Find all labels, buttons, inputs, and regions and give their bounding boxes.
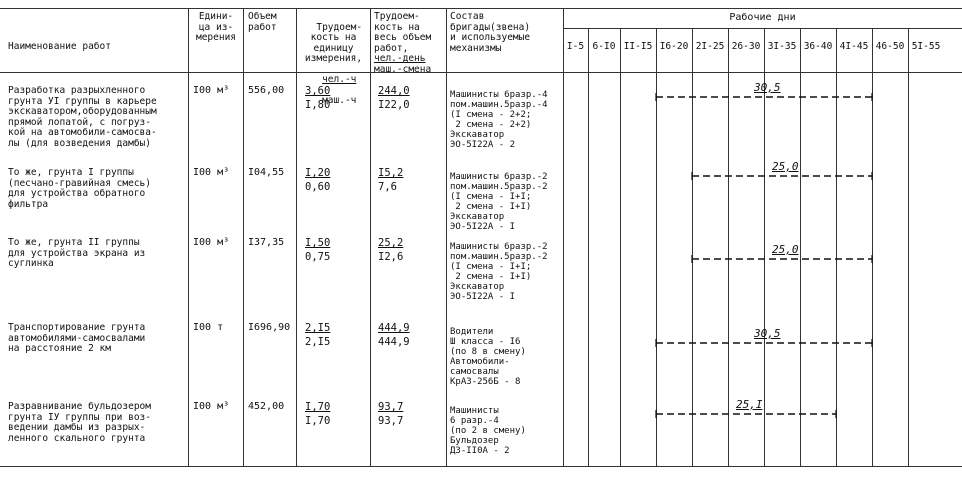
header-unit: Едини- ца из- мерения bbox=[195, 11, 237, 43]
row-name: Транспортирование грунта автомобилями-самосвалами на расстояние 2 км bbox=[8, 322, 146, 354]
row-name: То же, грунта I группы (песчано-гравийная смесь) для устройства обратного фильтра bbox=[8, 167, 151, 210]
row-name: Разравнивание бульдозером грунта IУ группы при воз- ведении дамбы из разрых- ленного скального грунта bbox=[8, 401, 151, 444]
header-crew: Состав бригады(звена) и используемые механизмы bbox=[450, 11, 531, 54]
row-unit: I00 м³ bbox=[193, 167, 230, 178]
day-label: 46-50 bbox=[875, 41, 905, 52]
day-label: 4I-45 bbox=[839, 41, 869, 52]
header-labor-unit-text: Трудоем- кость на единицу измерения, bbox=[304, 21, 363, 64]
row-volume: I37,35 bbox=[248, 237, 285, 248]
gantt-bar-label: 25,0 bbox=[772, 243, 799, 256]
row-labor-total-top: 93,7 bbox=[378, 401, 404, 413]
row-labor-unit-bottom: I,70 bbox=[305, 415, 331, 427]
header-labor-total-u1: чел.-день bbox=[374, 53, 426, 64]
row-labor-total-top: 25,2 bbox=[378, 237, 404, 249]
gantt-bar-label: 25,0 bbox=[772, 160, 799, 173]
day-label: I-5 bbox=[566, 41, 585, 52]
row-labor-unit-top: I,50 bbox=[305, 237, 331, 249]
row-labor-unit-top: 2,I5 bbox=[305, 322, 331, 334]
header-labor-unit-u1: чел.-ч bbox=[322, 74, 357, 85]
gantt-bar-label: 30,5 bbox=[754, 81, 781, 94]
row-labor-total-bottom: 7,6 bbox=[378, 181, 397, 193]
row-labor-total-top: 244,0 bbox=[378, 85, 410, 97]
row-labor-total-top: 444,9 bbox=[378, 322, 410, 334]
row-crew: Водители Ш класса - I6 (по 8 в смену) Автомобили- самосвалы КрАЗ-256Б - 8 bbox=[450, 327, 526, 387]
day-label: 26-30 bbox=[731, 41, 761, 52]
gantt-bar-label: 30,5 bbox=[754, 327, 781, 340]
row-labor-total-bottom: 444,9 bbox=[378, 336, 410, 348]
row-volume: I04,55 bbox=[248, 167, 285, 178]
row-labor-unit-top: I,70 bbox=[305, 401, 331, 413]
day-label: 36-40 bbox=[803, 41, 833, 52]
row-crew: Машинисты 6разр.-4 пом.машин.5разр.-4 (I смена - 2+2; 2 смена - 2+2) Экскаватор ЭО-5I22А - 2 bbox=[450, 90, 548, 150]
row-name: То же, грунта II группы для устройства экрана из суглинка bbox=[8, 237, 146, 269]
header-labor-total-u2: маш.-смена bbox=[374, 63, 432, 75]
day-label: II-I5 bbox=[623, 41, 653, 52]
row-name: Разработка разрыхленного грунта УI группы в карьере экскаватором,оборудованным прямой лопатой, с погруз- кой на автомобили-самосва- лы (для возведения дамбы) bbox=[8, 85, 157, 149]
day-label: 3I-35 bbox=[767, 41, 797, 52]
row-crew: Машинисты 6разр.-2 пом.машин.5разр.-2 (I смена - I+I; 2 смена - I+I) Экскаватор ЭО-5I22А - I bbox=[450, 242, 548, 302]
row-labor-total-bottom: I2,6 bbox=[378, 251, 404, 263]
row-unit: I00 м³ bbox=[193, 401, 230, 412]
row-unit: I00 м³ bbox=[193, 237, 230, 248]
row-labor-total-bottom: I22,0 bbox=[378, 99, 410, 111]
day-label: I6-20 bbox=[659, 41, 689, 52]
row-unit: I00 м³ bbox=[193, 85, 230, 96]
row-crew: Машинисты 6 разр.-4 (по 2 в смену) Бульдозер ДЗ-II0А - 2 bbox=[450, 406, 526, 456]
day-label: 2I-25 bbox=[695, 41, 725, 52]
header-volume: Объем работ bbox=[248, 11, 277, 33]
row-labor-unit-top: I,20 bbox=[305, 167, 331, 179]
gantt-bar-label: 25,I bbox=[736, 398, 763, 411]
row-volume: 556,00 bbox=[248, 85, 285, 96]
row-volume: 452,00 bbox=[248, 401, 285, 412]
header-labor-total-text: Трудоем- кость на весь объем работ, bbox=[374, 11, 432, 54]
row-labor-unit-bottom: 0,60 bbox=[305, 181, 331, 193]
row-labor-total-bottom: 93,7 bbox=[378, 415, 404, 427]
row-unit: I00 т bbox=[193, 322, 224, 333]
header-labor-unit-u2: маш.-ч bbox=[322, 95, 357, 106]
row-crew: Машинисты 6разр.-2 пом.машин.5разр.-2 (I смена - I+I; 2 смена - I+I) Экскаватор ЭО-5I22А - I bbox=[450, 172, 548, 232]
row-labor-total-top: I5,2 bbox=[378, 167, 404, 179]
day-label: 6-I0 bbox=[592, 41, 616, 52]
day-label: 5I-55 bbox=[911, 41, 941, 52]
row-labor-unit-top: 3,60 bbox=[305, 85, 331, 97]
row-labor-unit-bottom: 2,I5 bbox=[305, 336, 331, 348]
header-name: Наименование работ bbox=[8, 41, 111, 52]
row-volume: I696,90 bbox=[248, 322, 291, 333]
row-labor-unit-bottom: 0,75 bbox=[305, 251, 331, 263]
row-labor-unit-bottom: I,80 bbox=[305, 99, 331, 111]
header-days-title: Рабочие дни bbox=[729, 12, 796, 23]
